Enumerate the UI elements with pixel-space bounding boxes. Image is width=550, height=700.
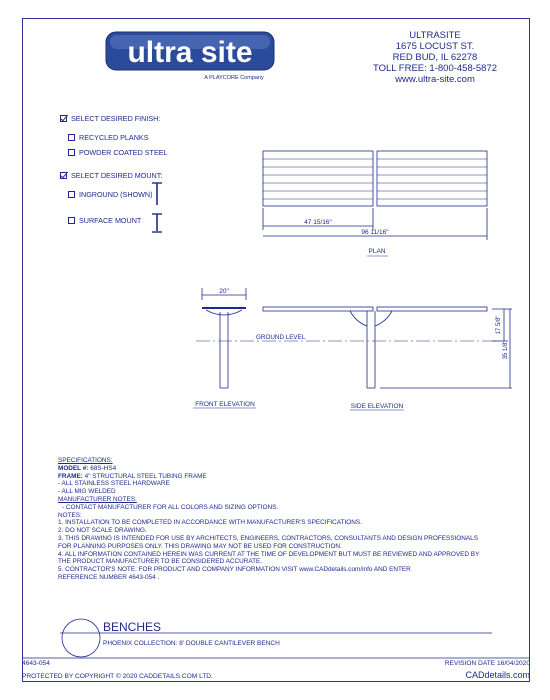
specifications-block — [58, 457, 498, 582]
note-line: 3. THIS DRAWING IS INTENDED FOR USE BY ARCHITECTS, ENGINEERS, CONTRACTORS, CONSULTANTS AND DESIGN PROFESSIONALS — [58, 534, 478, 542]
model-line — [58, 465, 498, 473]
note-line: FOR PLANNING PURPOSES ONLY. THIS DRAWING MAY NOT BE USED FOR CONSTRUCTION. — [58, 542, 342, 550]
surface-mount-icon — [152, 214, 162, 232]
frame-line — [58, 473, 498, 481]
note-line: 4. ALL INFORMATION CONTAINED HEREIN WAS CURRENT AT THE TIME OF DEVELOPMENT BUT MUST BE REVIEWED AND APPROVED BY — [58, 550, 480, 558]
plan-label: PLAN — [368, 248, 386, 255]
dimension-full-length: 96 11/16" — [361, 229, 389, 236]
company-street: 1675 LOCUST ST. — [395, 41, 475, 52]
title-block-subtitle: PHOENIX COLLECTION: 8' DOUBLE CANTILEVER BENCH — [103, 640, 280, 647]
manufacturer-notes-heading: MANUFACTURER NOTES: — [58, 495, 137, 503]
title-block-title: BENCHES — [103, 620, 162, 634]
logo-wordmark: ultra site — [127, 36, 253, 69]
manufacturer-note: - CONTACT MANUFACTURER FOR ALL COLORS AND SIZING OPTIONS. — [62, 503, 279, 511]
logo-tagline: A PLAYCORE Company — [204, 75, 264, 81]
model-value: 68S-HS4 — [90, 464, 117, 472]
model-label: MODEL #: — [58, 464, 89, 472]
mount-option-label: INGROUND (SHOWN) — [79, 190, 153, 199]
dimension-total-height: 35 1/8" — [503, 340, 509, 360]
dimension-seat-height: 17 5/8" — [496, 315, 502, 335]
side-elevation-view — [263, 307, 512, 388]
front-elevation-view — [202, 288, 246, 388]
dimension-width: 20" — [219, 288, 229, 295]
spec-item: - ALL MIG WELDED — [58, 488, 116, 496]
spec-item: - ALL STAINLESS STEEL HARDWARE — [58, 480, 170, 488]
company-website: www.ultra-site.com — [395, 74, 475, 85]
front-elevation-label: FRONT ELEVATION — [195, 401, 255, 408]
revision-date: REVISION DATE 16/04/2020 — [444, 660, 530, 667]
note-line: 1. INSTALLATION TO BE COMPLETED IN ACCORDANCE WITH MANUFACTURER'S SPECIFICATIONS. — [58, 519, 362, 527]
dimension-half-length: 47 15/16" — [304, 219, 332, 226]
note-line: THE PRODUCT MANUFACTURER TO BE CONSIDERED ACCURATE. — [58, 558, 263, 566]
notes-heading: NOTES: — [58, 511, 82, 519]
specs-heading: SPECIFICATIONS: — [58, 457, 113, 464]
note-line: REFERENCE NUMBER 4643-054 . — [58, 573, 160, 581]
company-phone: TOLL FREE: 1-800-458-5872 — [372, 63, 498, 74]
side-elevation-label: SIDE ELEVATION — [350, 403, 404, 410]
reference-number: 4643-054 — [22, 660, 50, 667]
plan-view — [263, 151, 487, 240]
inground-mount-icon — [152, 183, 162, 205]
caddetails-link[interactable]: CADdetails.com — [465, 670, 530, 680]
company-city: RED BUD, IL 62278 — [392, 52, 478, 63]
finish-option-label: RECYCLED PLANKS — [79, 133, 149, 142]
frame-label: FRAME: — [58, 472, 83, 480]
frame-value: 4" STRUCTURAL STEEL TUBING FRAME — [84, 472, 207, 480]
copyright-notice: PROTECTED BY COPYRIGHT © 2020 CADDETAILS.COM LTD. — [22, 673, 213, 680]
ground-level-label: GROUND LEVEL — [256, 334, 306, 341]
note-line: 5. CONTRACTOR'S NOTE: FOR PRODUCT AND COMPANY INFORMATION VISIT www.CADdetails.com/info AND ENTER — [58, 566, 411, 574]
finish-heading-label: SELECT DESIRED FINISH: — [71, 114, 161, 123]
company-name: ULTRASITE — [409, 30, 461, 41]
mount-heading-label: SELECT DESIRED MOUNT: — [71, 171, 163, 180]
title-block-circle — [62, 619, 100, 657]
mount-option-label: SURFACE MOUNT — [79, 216, 142, 225]
note-line: 2. DO NOT SCALE DRAWING. — [58, 527, 147, 535]
finish-option-label: POWDER COATED STEEL — [79, 148, 168, 157]
